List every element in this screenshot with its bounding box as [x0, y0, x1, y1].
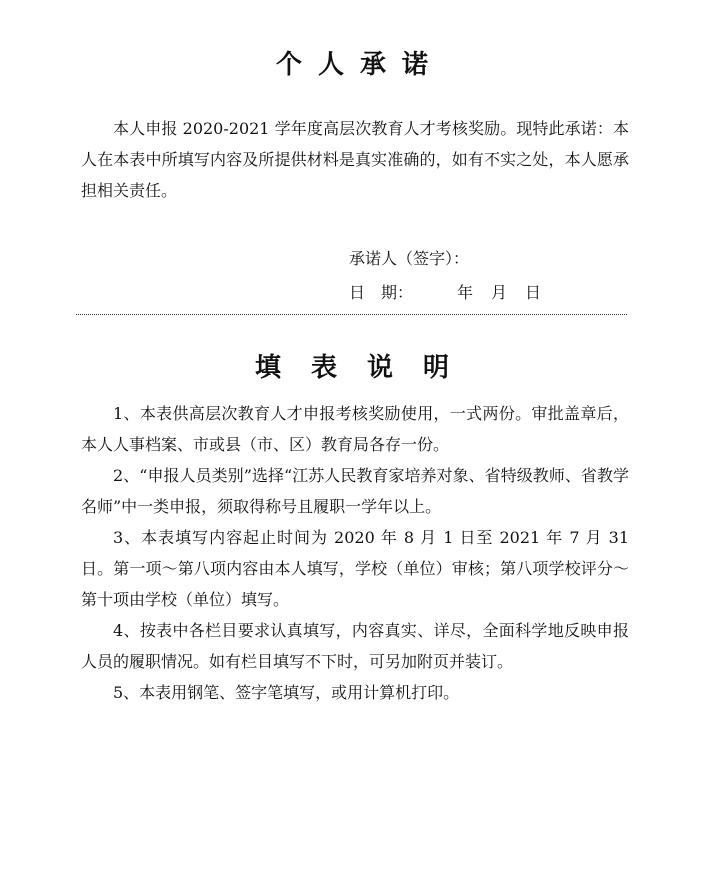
instructions-title: 填表说明: [254, 353, 479, 383]
date-label: 日 期：: [349, 283, 414, 302]
instruction-item: 5、本表用钢笔、签字笔填写，或用计算机打印。: [113, 683, 460, 702]
pledge-title: 个人承诺: [275, 50, 444, 80]
date-day-label: 日: [525, 283, 542, 302]
instruction-item: 3、本表填写内容起止时间为 2020 年 8 月 1 日至 2021 年 7 月 31 日。第一项～第八项内容由本人填写，学校（单位）审核；第八项学校评分～第十项由学校（单位）填写。: [81, 528, 629, 609]
date-line: [349, 280, 541, 303]
signer-label: 承诺人（签字）：: [349, 249, 470, 268]
date-year-label: 年: [457, 283, 474, 302]
instruction-item: 4、按表中各栏目要求认真填写，内容真实、详尽，全面科学地反映申报人员的履职情况。如有栏目填写不下时，可另加附页并装订。: [81, 621, 629, 671]
instruction-item: 1、本表供高层次教育人才申报考核奖励使用，一式两份。审批盖章后，本人人事档案、市或县（市、区）教育局各存一份。: [81, 404, 629, 454]
section-divider: [76, 314, 627, 315]
instructions-list: [81, 398, 629, 708]
date-month-label: 月: [491, 283, 508, 302]
date-fields: [457, 283, 541, 302]
instruction-item: 2、“申报人员类别”选择“江苏人民教育家培养对象、省特级教师、省教学名师”中一类申报，须取得称号且履职一学年以上。: [81, 466, 629, 516]
pledge-body: 本人申报 2020-2021 学年度高层次教育人才考核奖励。现特此承诺：本人在本表中所填写内容及所提供材料是真实准确的，如有不实之处，本人愿承担相关责任。: [81, 119, 629, 200]
